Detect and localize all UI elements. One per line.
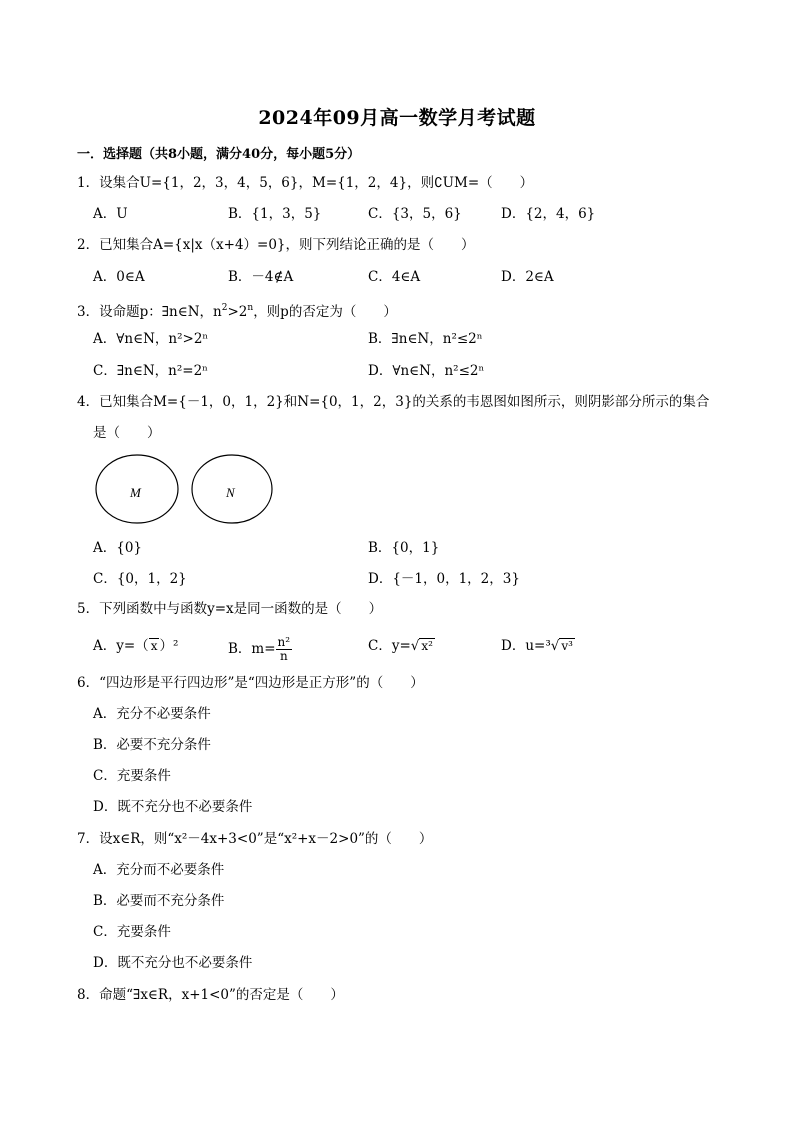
q5-b-denominator: n xyxy=(279,649,288,663)
q3-option-a[interactable]: A．∀n∈N，n²>2ⁿ xyxy=(93,331,209,347)
q5-c-radicand: x² xyxy=(421,639,433,653)
q4-option-b[interactable]: B．{0，1} xyxy=(368,540,440,556)
question-7-stem: 7．设x∈R，则“x²－4x+3<0”是“x²+x－2>0”的（ ） xyxy=(77,831,433,847)
question-6-stem: 6．“四边形是平行四边形”是“四边形是正方形”的（ ） xyxy=(77,675,424,691)
venn-diagram xyxy=(93,452,273,526)
venn-label-n: N xyxy=(226,485,235,500)
q5-b-fraction xyxy=(276,636,293,663)
q3-stem-part: ，则p的否定为（ ） xyxy=(253,304,397,320)
q5-a-radicand: x xyxy=(150,639,158,653)
question-2-stem: 2．已知集合A={x|x（x+4）=0}，则下列结论正确的是（ ） xyxy=(77,237,475,253)
q1-option-a[interactable]: A．U xyxy=(93,206,128,222)
q5-option-c[interactable] xyxy=(368,636,435,656)
q4-option-c[interactable]: C．{0，1，2} xyxy=(93,571,187,587)
q1-option-c[interactable]: C．{3，5，6} xyxy=(368,206,462,222)
q2-option-d[interactable]: D．2∈A xyxy=(501,269,554,285)
q3-exp-2: 2 xyxy=(221,303,228,313)
q7-option-d[interactable]: D．既不充分也不必要条件 xyxy=(93,955,253,971)
q3-exp-n: n xyxy=(247,303,254,313)
exam-title: 2024年09月高一数学月考试题 xyxy=(258,107,536,129)
q6-option-b[interactable]: B．必要不充分条件 xyxy=(93,737,211,753)
q3-option-b[interactable]: B．∃n∈N，n²≤2ⁿ xyxy=(368,331,483,347)
q4-option-d[interactable]: D．{－1，0，1，2，3} xyxy=(368,571,520,587)
question-8-stem: 8．命题“∃x∈R，x+1<0”的否定是（ ） xyxy=(77,987,344,1003)
q3-stem-part: 3．设命题p：∃n∈N，n xyxy=(77,304,222,320)
q5-option-b[interactable] xyxy=(228,636,292,663)
section-heading: 一．选择题（共8小题，满分40分，每小题5分） xyxy=(77,147,361,162)
q7-option-c[interactable]: C．充要条件 xyxy=(93,924,171,940)
q5-option-d[interactable] xyxy=(501,636,575,656)
q5-a-prefix: A．y=（ xyxy=(93,638,149,654)
q4-option-a[interactable]: A．{0} xyxy=(93,540,143,556)
q5-c-prefix: C．y=√ xyxy=(368,638,420,654)
q5-d-prefix: D．u=³√ xyxy=(501,638,560,654)
q2-option-b[interactable]: B．－4∉A xyxy=(228,269,294,285)
q5-b-numerator: n² xyxy=(277,635,291,649)
question-4-stem: 4．已知集合M={－1，0，1，2}和N={0，1，2，3}的关系的韦恩图如图所示，则阴影部分所示的集合 xyxy=(77,394,710,410)
q5-d-radicand: v³ xyxy=(561,639,573,653)
question-1-stem: 1．设集合U={1，2，3，4，5，6}，M={1，2，4}，则∁UM=（ ） xyxy=(77,175,534,191)
q3-stem-part: >2 xyxy=(227,304,248,320)
q6-option-a[interactable]: A．充分不必要条件 xyxy=(93,706,211,722)
venn-label-m: M xyxy=(130,485,141,500)
q1-option-b[interactable]: B．{1，3，5} xyxy=(228,206,322,222)
q6-option-c[interactable]: C．充要条件 xyxy=(93,768,171,784)
q2-option-a[interactable]: A．0∈A xyxy=(93,269,145,285)
question-5-stem: 5．下列函数中与函数y=x是同一函数的是（ ） xyxy=(77,601,383,617)
q7-option-b[interactable]: B．必要而不充分条件 xyxy=(93,893,225,909)
q3-option-c[interactable]: C．∃n∈N，n²=2ⁿ xyxy=(93,363,209,379)
q1-option-d[interactable]: D．{2，4，6} xyxy=(501,206,596,222)
q2-option-c[interactable]: C．4∈A xyxy=(368,269,421,285)
q5-a-suffix: ）² xyxy=(159,638,179,654)
question-4-stem-cont: 是（ ） xyxy=(93,425,161,441)
q5-option-a[interactable] xyxy=(93,636,178,656)
q3-option-d[interactable]: D．∀n∈N，n²≤2ⁿ xyxy=(368,363,485,379)
q5-b-prefix: B．m= xyxy=(228,641,276,657)
q7-option-a[interactable]: A．充分而不必要条件 xyxy=(93,862,225,878)
q6-option-d[interactable]: D．既不充分也不必要条件 xyxy=(93,799,253,815)
question-3-stem xyxy=(77,298,397,322)
